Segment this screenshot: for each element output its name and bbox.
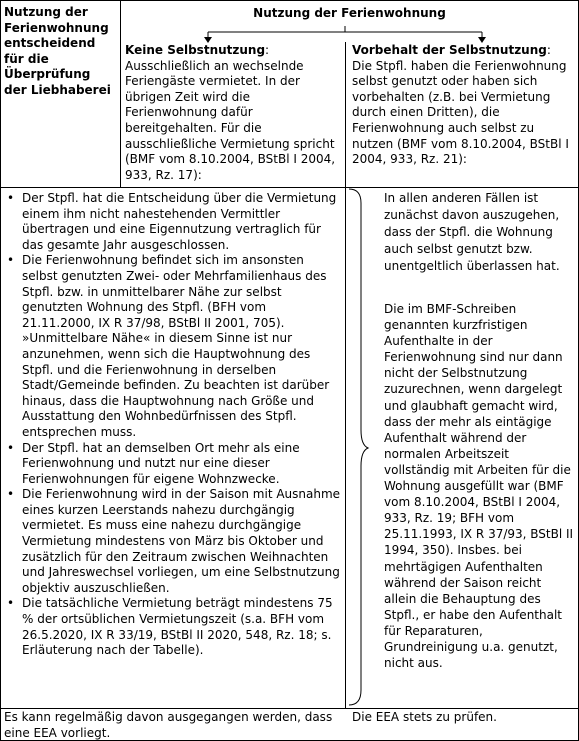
- top-header: Nutzung der Ferienwohnung: [253, 6, 446, 20]
- list-item: • Die tatsächliche Vermietung beträgt mindestens 75 % der ortsüblichen Vermietungszeit (s.a. BFH vom 26.5.2020, IX R 33/19, BStBl II 2020, 548, Rz. 18; s. Erläuterung nach der Tabelle).: [2, 596, 342, 658]
- list-item: • Der Stpfl. hat an demselben Ort mehr als eine Ferienwohnung und nutzt nur eine dieser Ferienwohnungen für eigene Wohnzwecke.: [2, 441, 342, 488]
- col1-title-suffix: :: [265, 43, 270, 57]
- footer-right: Die EEA stets zu prüfen.: [352, 710, 497, 724]
- left-header: Nutzung der Ferienwohnung entscheidend für die Überprüfung der Liebhaberei: [4, 5, 111, 97]
- col2-title-suffix: :: [546, 43, 551, 57]
- col2-title: Vorbehalt der Selbstnutzung: [352, 43, 547, 57]
- right-text-1: In allen anderen Fällen ist zunächst davon auszugehen, dass der Stpfl. die Wohnung auch selbst genutzt bzw. unentgeltlich überlassen hat.: [384, 191, 560, 273]
- col2-text: Die Stpfl. haben die Ferienwohnung selbst genutzt oder haben sich vorbehalten (z.B. bei Vermietung durch einen Dritten), die Ferienwohnung auch selbst zu nutzen (BMF vom 8.10.2004, BStBl I 2004, 933, Rz. 21):: [352, 58, 569, 167]
- list-item: • Der Stpfl. hat die Entscheidung über die Vermietung einem ihm nicht nahestehenden Vermittler übertragen und eine Eigennutzung vertraglich für das gesamte Jahr ausgeschlossen.: [2, 191, 342, 253]
- list-item: • Die Ferienwohnung wird in der Saison mit Ausnahme eines kurzen Leerstands nahezu durchgängig vermietet. Es muss eine nahezu durchgängige Vermietung mindestens von März bis Oktober und zusätzlich für den Zeitraum zwischen Weihnachten und Jahreswechsel vorliegen, um eine Selbstnutzung objektiv auszuschließen.: [2, 487, 342, 596]
- footer-left: Es kann regelmäßig davon ausgegangen werden, dass eine EEA vorliegt.: [4, 710, 333, 740]
- right-text-2: Die im BMF-Schreiben genannten kurzfristigen Aufenthalte in der Ferienwohnung sind nur dann nicht der Selbstnutzung zuzurechnen, wenn dargelegt und glaubhaft gemacht wird, dass der mehr als eintägige Aufenthalt während der normalen Arbeitszeit vollständig mit Arbeiten für die Wohnung ausgefüllt war (BMF vom 8.10.2004, BStBl I 2004, 933, Rz. 19; BFH vom 25.11.1993, IX R 37/93, BStBl II 1994, 350). Insbes. bei mehrtägigen Aufenthalten während der Saison reicht allein die Behauptung des Stpfl., er habe den Aufenthalt für Reparaturen, Grundreinigung u.a. genutzt, nicht aus.: [384, 302, 574, 671]
- col1-title: Keine Selbstnutzung: [125, 43, 266, 57]
- col1-text: Ausschließlich an wechselnde Feriengäste vermietet. In der übrigen Zeit wird die Ferienwohnung dafür bereitgehalten. Für die ausschließliche Vermietung spricht (BMF vom 8.10.2004, BStBl I 2004, 933, Rz. 17):: [125, 58, 336, 182]
- list-item: • Die Ferienwohnung befindet sich im ansonsten selbst genutzten Zwei- oder Mehrfamilienhaus des Stpfl. bzw. in unmittelbarer Nähe zur selbst genutzten Wohnung des Stpfl. (BFH vom 21.11.2000, IX R 37/98, BStBl II 2001, 705). »Unmittelbare Nähe« in diesem Sinne ist nur anzunehmen, wenn sich die Hauptwohnung des Stpfl. und die Ferienwohnung in derselben Stadt/Gemeinde befinden. Zu beachten ist darüber hinaus, dass die Hauptwohnung nach Größe und Ausstattung den Wohnbedürfnissen des Stpfl. entsprechen muss.: [2, 253, 342, 440]
